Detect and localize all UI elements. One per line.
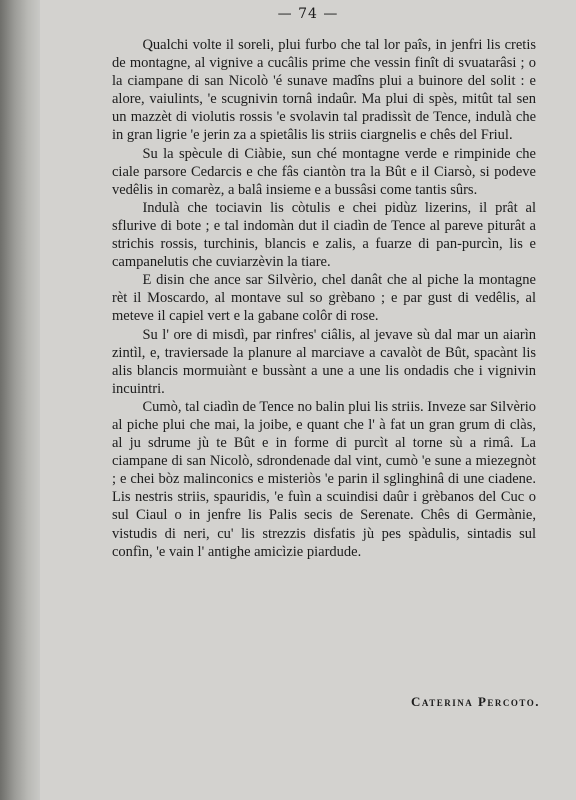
paragraph: E disin che ance sar Silvèrio, chel danât che al piche la montagne rèt il Moscardo, al montave sul so grèbano ; e par gust di vedêlis, al meteve il capiel vert e la gabane colôr di rose.	[112, 272, 536, 325]
paragraph: Su la spècule di Ciàbie, sun ché montagne verde e rimpinide che ciale parsore Cedarcis e che fâs ciantòn tra la Bût e il Ciarsò, si podeve vedêlis in comarèz, a balâ insieme e a bussâsi come tantis sûrs.	[112, 145, 536, 198]
page-text	[112, 36, 536, 561]
paragraph: Indulà che tociavin lis còtulis e chei pidùz lizerins, il prât al sflurive di bote ; e tal indomàn dut il ciadìn de Tence al pareve piturât a strichis rossis, turchinis, blancis e zalis, a fuarze di pan-purcìn, lis e campanelutis che cuviarzèvin la tiare.	[112, 199, 536, 271]
author-signature: Caterina Percoto.	[410, 694, 540, 709]
paragraph: Qualchi volte il soreli, plui furbo che tal lor paîs, in jenfri lis cretis de montagne, al vignive a cucâlis prime che vessin finît di svuatarâsi ; o la ciampane di san Nicolò 'é sunave madîns plui a buinore del solit : e alore, vaiulints, 'e scugnivin tornâ indaûr. Ma plui di spès, mitût tal sen un mazzèt di violutis rossis 'e svolavin tal pradissìt de Tence, indulà che in gran ligrie 'e jerin za a spietâlis lis striis ciargnelis e chês del Friul.	[112, 37, 536, 144]
book-binding-edge	[0, 0, 40, 800]
book-page	[40, 0, 576, 800]
paragraph: Cumò, tal ciadìn de Tence no balin plui lis striis. Inveze sar Silvèrio al piche plui che mai, la joibe, e quant che l' à fat un gran grum di clàs, al ju sdrume jù te Bût e in forme di purcìt al torne sù a rimâ. La ciampane di san Nicolò, sdrondenade dal vint, cumò 'e sune a miezegnòt ; e chei bòz malinconics e misteriòs 'e parin il sglinghinâ di une ciadene. Lis nestris striis, spauridis, 'e fuìn a scuindisi daûr i grèbanos del Cuc o sul Ciaul o in jenfre lis Palis secis de Serenate. Chês di Germànie, vistudis di neri, cu' lis strezzis disfatis jù pes spàdulis, sintadis sul confìn, 'e vain l' antighe amicìzie piardude.	[112, 398, 536, 560]
paragraph: Su l' ore di misdì, par rinfres' ciâlis, al jevave sù dal mar un aiarìn zintìl, e, traviersade la planure al marciave a cavalòt de Bût, spacànt lis alis blancis mormuiànt e bussànt a une a une lis ondadis che i vignivin incuintri.	[112, 326, 536, 397]
page-number: — 74 —	[277, 6, 339, 22]
